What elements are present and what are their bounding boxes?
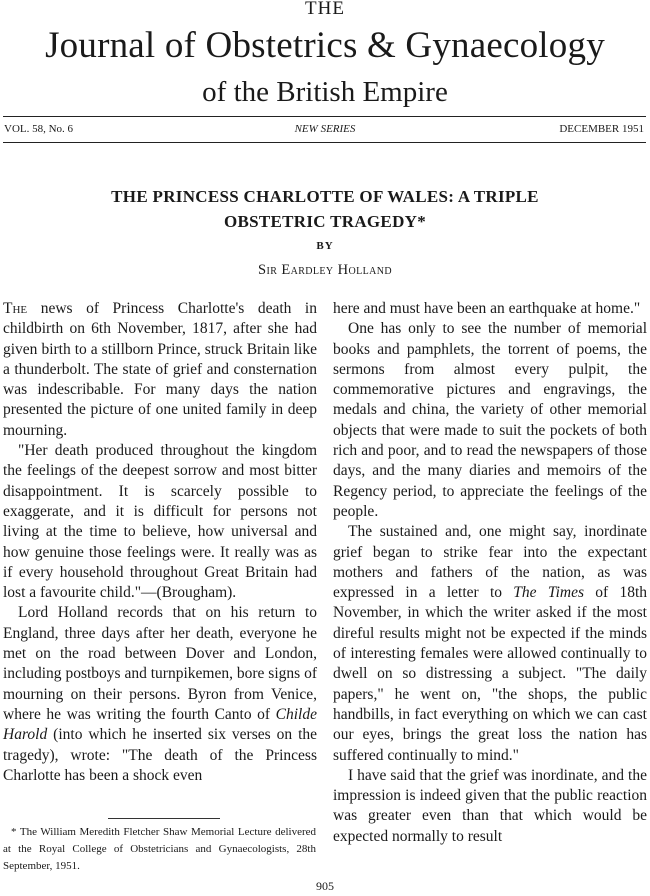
footnote	[3, 824, 316, 875]
page-number: 905	[316, 879, 334, 893]
right-column	[333, 299, 647, 847]
paragraph-text: of 18th November, in which the writer asked if the most direful results might not be expected if the minds of interesting females were allowed continually to dwell on so distressing a subject. "The daily papers," he went on, "the shops, the public handbills, in fact everything on which we can cast our eyes, brings the great loss the nation has suffered continually to mind."	[333, 584, 648, 764]
opening-word: The	[3, 300, 28, 317]
footnote-text: * The William Meredith Fletcher Shaw Memorial Lecture delivered at the Royal College of Obstetricians and Gynaecologists, 28th September, 1951.	[3, 826, 316, 872]
paragraph	[3, 299, 317, 441]
paragraph-text: Lord Holland records that on his return to England, three days after her death, everyone he met on the road between Dover and London, including postboys and turnpikemen, bore signs of mourning on their persons. Byron from Venice, where he was writing the fourth Canto of	[3, 604, 317, 723]
paragraph	[3, 603, 317, 786]
article-title-line-2: OBSTETRIC TRAGEDY*	[223, 212, 427, 231]
issue-date: DECEMBER 1951	[559, 123, 644, 135]
paragraph-text: (into which he inserted six verses on the tragedy), wrote: "The death of the Princess Charlotte has been a shock even	[3, 726, 317, 784]
volume-number: VOL. 58, No. 6	[4, 123, 74, 135]
journal-title: Journal of Obstetrics & Gynaecology	[45, 25, 605, 66]
article-title	[20, 184, 630, 234]
header-rule-top	[3, 116, 646, 117]
work-title: Childe Harold	[3, 705, 317, 744]
footnote-rule	[108, 818, 220, 819]
paragraph-text: news of Princess Charlotte's death in childbirth on 6th November, 1817, after she had given birth to a stillborn Prince, struck Britain like a thunderbolt. The state of grief and consternation was indescribable. For many days the nation presented the picture of one united family in deep mourning.	[3, 300, 317, 439]
journal-subtitle: of the British Empire	[202, 76, 448, 108]
paragraph: "Her death produced throughout the kingdom the feelings of the deepest sorrow and most bitter disappointment. It is scarcely possible to exaggerate, and it is difficult for persons not living at the time to believe, how universal and how genuine those feelings were. It really was as if every household throughout Great Britain had lost a favourite child."—(Brougham).	[3, 442, 317, 602]
newspaper-title: The Times	[513, 584, 584, 602]
article-author: Sir Eardley Holland	[258, 262, 392, 278]
paragraph-text: The sustained and, one might say, inordinate grief began to strike fear into the expectant mothers and fathers of the nation, as was expressed in a letter to	[333, 523, 647, 602]
paragraph: I have said that the grief was inordinate, and the impression is indeed given that the public reaction was greater even than that which would be expected normally to result	[333, 766, 647, 845]
paragraph	[333, 522, 647, 766]
left-column	[3, 299, 317, 786]
paragraph: One has only to see the number of memorial books and pamphlets, the torrent of poems, the sermons from almost every pulpit, the commemorative pictures and engravings, the medals and china, the variety of other memorial objects that were made to suit the pockets of both rich and poor, and to read the newspapers of those days, and the many diaries and memoirs of the Regency period, to appreciate the feelings of the people.	[333, 320, 647, 520]
paragraph: here and must have been an earthquake at home."	[333, 300, 641, 317]
byline-by: BY	[316, 240, 334, 252]
article-title-line-1: THE PRINCESS CHARLOTTE OF WALES: A TRIPLE	[111, 187, 539, 206]
header-rule-bottom	[3, 142, 646, 143]
journal-the: THE	[305, 0, 345, 19]
series-label: NEW SERIES	[294, 123, 356, 135]
